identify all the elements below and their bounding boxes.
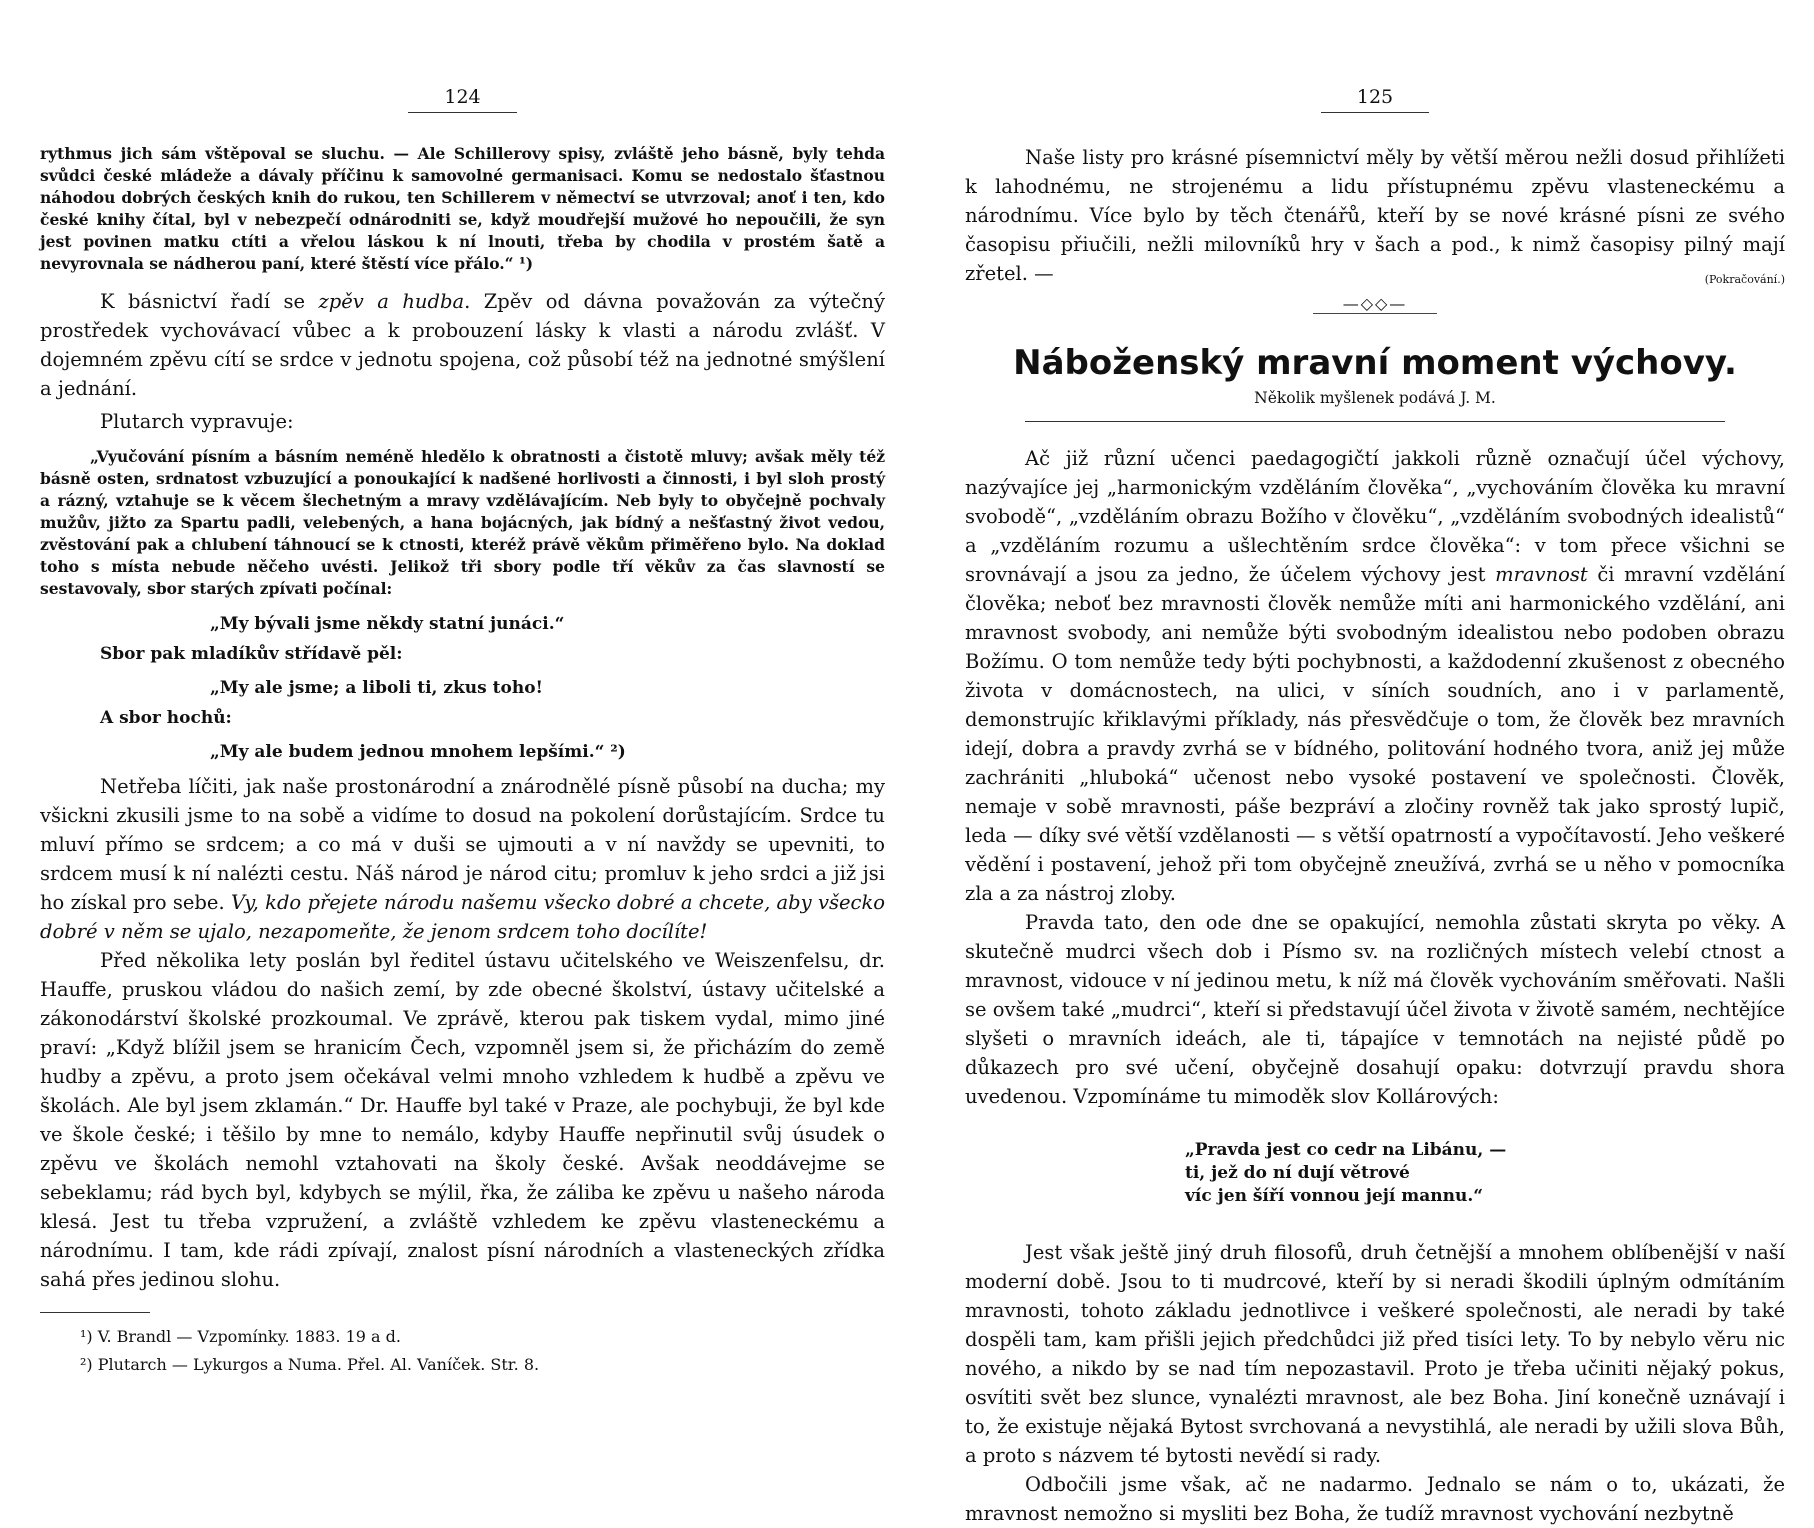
text: K básnictví řadí se — [100, 290, 319, 313]
emphasis: mravnost — [1495, 563, 1588, 586]
text: či mravní vzdělání člověka; neboť bez mravnosti člověk nemůže míti ani harmonického vzdělání, ani mravnost svobody, ani nemůže býti svobodným idealistou nebo podoben obrazu Božímu. O tom nemůže tedy býti pochybnosti, a každodenní zkušenost z obecného života v domácnostech, na ulici, v síních soudních, ano i v parlamentě, demonstrujíc křiklavými příklady, nás přesvědčuje o tom, že člověk bez mravních idejí, dobra a pravdy zvrhá se v bídného, politování hodného tvora, aniž jej může zachrániti „hluboká“ učenost nebo vysoké postavení ve společnosti. Člověk, nemaje v sobě mravnosti, páše bezpráví a zločiny rovněž tak jako sprostý lupič, leda — díky své větší vzdělanosti — s větší opatrností a vypočítavostí. Jeho veškeré vědění i postavení, jehož při tom obyčejně zneužívá, zvrhá se u něho v pomocníka zla a za nástroj zloby. — [965, 563, 1785, 905]
right-column — [965, 86, 1785, 1528]
poem — [1185, 1139, 1785, 1208]
ornament-glyph: —◇◇— — [1313, 294, 1438, 314]
continued-note: (Pokračování.) — [1704, 273, 1785, 286]
verse: „My ale jsme; a liboli ti, zkus toho! — [210, 678, 544, 698]
footnote: ¹) V. Brandl — Vzpomínky. 1883. 19 a d. — [80, 1327, 401, 1346]
left-column — [40, 86, 885, 1379]
intro-quote: rythmus jich sám vštěpoval se sluchu. — Ale Schillerovy spisy, zvláště jeho básně, byly tehda svůdci české mládeže a dávaly příčinu k samovolné germanisaci. Komu se nedostalo šťastnou náhodou dobrých českých knih do rukou, ten Schillerem v němectví se utvrzoval; anoť i ten, kdo české knihy čítal, byl v nebezpečí odnárodniti se, když moudřejší mužové ho nepoučili, že syn jest povinen matku ctíti a vřelou láskou k ní lnouti, třeba by chodila v prostém šatě a nevyrovnala se nádherou paní, které štěstí více přálo.“ ¹) — [40, 144, 885, 273]
title-rule — [1025, 421, 1725, 422]
paragraph — [965, 143, 1785, 288]
verse-label: Sbor pak mladíkův střídavě pěl: — [100, 644, 403, 664]
page-number — [965, 86, 1785, 113]
verse: „My bývali jsme někdy statní junáci.“ — [210, 614, 565, 634]
text: Naše listy pro krásné písemnictví měly by větší měrou nežli dosud přihlížeti k lahodnému, ne strojenému a lidu přístupnému zpěvu vlasteneckému a národnímu. Více bylo by těch čtenářů, kteří by se nové krásné písni ze svého časopisu přiučili, nežli milovníků hry v šach a pod., k nimž časopisy pilný mají zřetel. — — [965, 146, 1785, 285]
paragraph — [40, 772, 885, 946]
footnote: ²) Plutarch — Lykurgos a Numa. Přel. Al. Vaníček. Str. 8. — [80, 1355, 540, 1374]
paragraph: Jest však ještě jiný druh filosofů, druh četnější a mnohem oblíbenější v naší moderní době. Jsou to ti mudrcové, kteří by si neradi škodili úplným odmítáním mravnosti, tohoto základu jednotlivce i veškeré společnosti, ale neradi by také dospěli tam, kam přišli jejich předchůdci již před tisíci lety. To by nebylo věru nic nového, a nikdo by se nad tím nepozastavil. Proto je třeba učiniti nějaký pokus, osvítiti svět bez slunce, vynalézti mravnost, ale bez Boha. Jiní konečně uznávají i to, že existuje nějaká Bytost svrchovaná a nevystihlá, ale neradi by užili slova Bůh, a proto s názvem té bytosti nevědí si rady. — [965, 1241, 1785, 1467]
emphasis: zpěv a hudba — [318, 290, 465, 313]
verse: „My ale budem jednou mnohem lepšími.“ ²) — [210, 742, 626, 762]
ornament — [965, 294, 1785, 313]
article-title: Náboženský mravní moment výchovy. — [1013, 343, 1737, 383]
article-subtitle: Několik myšlenek podává J. M. — [1254, 389, 1496, 407]
page-number-text: 124 — [408, 86, 516, 113]
text: Ač již různí učenci paedagogičtí jakkoli různě označují účel výchovy, nazývajíce jej „harmonickým vzděláním člověka“, „vychováním člověka ku mravní svobodě“, „vzděláním obrazu Božího v člověku“, „vzděláním svobodných idealistů“ a „vzděláním rozumu a ušlechtěním srdce člověka“: v tom přece všichni se srovnávají a jsou za jedno, že účelem výchovy jest — [965, 447, 1785, 586]
footnote-rule — [40, 1312, 150, 1313]
paragraph: Před několika lety poslán byl ředitel ústavu učitelského ve Weiszenfelsu, dr. Hauffe, pruskou vládou do našich zemí, by zde obecné školství, ústavy učitelské a zákonodárství školské prozkoumal. Ve zprávě, kterou pak tiskem vydal, mimo jiné praví: „Když blížil jsem se hranicím Čech, vzpomněl jsem si, že přicházím do země hudby a zpěvu, a proto jsem očekával velmi mnoho vzhledem k hudbě a zpěvu ve školách. Ale byl jsem zklamán.“ Dr. Hauffe byl také v Praze, ale pochybuji, že byl kde ve škole české; i těšilo by mne to nemálo, kdyby Hauffe nepřinutil svůj úsudek o zpěvu ve školách nemohl vztahovati na školy české. Avšak neoddávejme se sebeklamu; rád bych byl, kdybych se mýlil, řka, že záliba ke zpěvu u našeho národa klesá. Jest tu třeba vzpružení, a zvláště vzhledem ke zpěvu vlasteneckému a národnímu. I tam, kde rádi zpívají, znalost písní národních a vlasteneckých zřídka sahá přes jedinou slohu. — [40, 949, 885, 1291]
paragraph: Plutarch vypravuje: — [100, 410, 294, 433]
text: Netřeba líčiti, jak naše prostonárodní a znárodnělé písně působí na ducha; my všickni zkusili jsme to na sobě a vidíme to dosud na pokolení dorůstajícím. Srdce tu mluví přímo se srdcem; a co má v duši se ujmouti a v ní navždy se upevniti, to srdcem musí k ní nalézti cestu. Náš národ je národ citu; promluv k jeho srdci a již jsi ho získal pro sebe. — [40, 775, 885, 914]
poem-line: víc jen šíří vonnou její mannu.“ — [1185, 1186, 1484, 1206]
page-number-text: 125 — [1321, 86, 1429, 113]
paragraph — [40, 287, 885, 403]
paragraph: Pravda tato, den ode dne se opakující, nemohla zůstati skryta po věky. A skutečně mudrci všech dob i Písmo sv. na rozličných místech velebí ctnost a mravnost, vidouce v ní jedinou metu, k níž má člověk vychováním směřovati. Našli se ovšem také „mudrci“, kteří si představují účel života v životě samém, nechtějíce slyšeti o mravních ideách, ale ti, tápajíce v temnotách na nejisté půdě po důkazech pro své učení, obyčejně dosahují opaku: dotvrzují pravdu shora uvedenou. Vzpomínáme tu mimoděk slov Kollárových: — [965, 911, 1785, 1108]
plutarch-quote: „Vyučování písním a básním neméně hledělo k obratnosti a čistotě mluvy; avšak měly též básně osten, srdnatost vzbuzující a ponoukající k nadšené horlivosti a činnosti, i byl sloh prostý a rázný, vztahuje se k věcem šlechetným a mravy vzdělávajícím. Neb byly to obyčejně pochvaly mužův, jižto za Spartu padli, velebených, a hana bojácných, jak bídný a nešťastný život vedou, zvěstování pak a chlubení táhnoucí se k ctnosti, kteréž právě věkům přiměřeno bylo. Na doklad toho s místa nebude něčeho uvésti. Jelikož tři sbory podle tří věkův za čas slavností se sestavovaly, sbor starých zpívati počínal: — [40, 447, 885, 598]
text: . Zpěv od dávna považován za výtečný prostředek vychovávací vůbec a k probouzení lásky k vlasti a národu zvlášť. V dojemném zpěvu cítí se srdce v jednotu spojena, což působí též na jednotné smýšlení a jednání. — [40, 290, 885, 400]
paragraph: Odbočili jsme však, ač ne nadarmo. Jednalo se nám o to, ukázati, že mravnost nemožno si mysliti bez Boha, že tudíž mravnost vychování nezbytně — [965, 1473, 1785, 1525]
page-number — [40, 86, 885, 113]
poem-line: ti, jež do ní dují větrové — [1185, 1163, 1410, 1183]
paragraph — [965, 444, 1785, 908]
left-page — [0, 0, 900, 1500]
right-page — [905, 0, 1814, 1525]
poem-line: „Pravda jest co cedr na Libánu, — — [1185, 1140, 1507, 1160]
emphasis: Vy, kdo přejete národu našemu všecko dobré a chcete, aby všecko dobré v něm se ujalo, nezapomeňte, že jenom srdcem toho docílíte! — [40, 891, 885, 943]
verse-label: A sbor hochů: — [100, 708, 232, 728]
